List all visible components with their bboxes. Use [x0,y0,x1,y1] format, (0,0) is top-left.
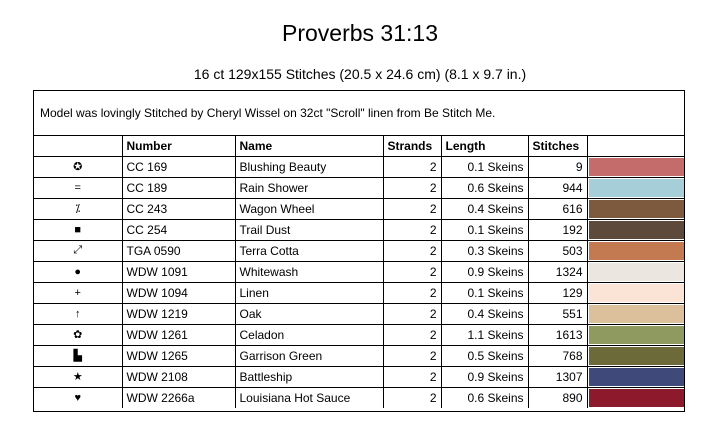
stitches-cell: 944 [528,177,587,198]
name-column-header: Name [235,136,383,156]
thread-name-cell: Blushing Beauty [235,156,383,177]
color-swatch [589,179,685,197]
thread-number-cell: WDW 1265 [122,345,235,366]
color-swatch-cell [587,366,685,387]
page-subtitle: 16 ct 129x155 Stitches (20.5 x 24.6 cm) (8.1 x 9.7 in.) [193,66,527,82]
thread-number-cell: WDW 1261 [122,324,235,345]
stitches-cell: 129 [528,282,587,303]
length-cell: 0.4 Skeins [441,303,528,324]
color-swatch-cell [587,240,685,261]
length-cell: 0.6 Skeins [441,387,528,408]
length-cell: 0.4 Skeins [441,198,528,219]
color-swatch [589,347,685,365]
thread-name-cell: Wagon Wheel [235,198,383,219]
table-header-row [34,136,685,156]
color-swatch-cell [587,303,685,324]
color-swatch-cell [587,177,685,198]
color-swatch-cell [587,198,685,219]
strands-cell: 2 [383,282,441,303]
table-row [34,303,685,324]
strands-cell: 2 [383,156,441,177]
table-row [34,261,685,282]
percent-slash-symbol: ⁒ [34,198,122,219]
color-swatch-cell [587,324,685,345]
table-row [34,240,685,261]
thread-number-cell: WDW 1094 [122,282,235,303]
strands-cell: 2 [383,303,441,324]
length-column-header: Length [441,136,528,156]
table-row [34,387,685,408]
strands-cell: 2 [383,345,441,366]
thread-number-cell: CC 254 [122,219,235,240]
length-cell: 0.1 Skeins [441,219,528,240]
color-swatch [589,221,685,239]
color-swatch [589,284,685,302]
stitches-column-header: Stitches [528,136,587,156]
color-swatch-cell [587,282,685,303]
color-key-table [34,136,685,408]
thread-number-cell: CC 189 [122,177,235,198]
table-row [34,219,685,240]
thread-number-cell: CC 169 [122,156,235,177]
color-swatch [589,389,685,407]
star-symbol: ★ [34,366,122,387]
stitches-cell: 1324 [528,261,587,282]
stitches-cell: 503 [528,240,587,261]
color-swatch [589,242,685,260]
length-cell: 0.1 Skeins [441,282,528,303]
color-swatch-cell [587,387,685,408]
table-row [34,282,685,303]
thread-number-cell: WDW 1219 [122,303,235,324]
number-column-header: Number [122,136,235,156]
thread-name-cell: Oak [235,303,383,324]
length-cell: 0.6 Skeins [441,177,528,198]
stitches-cell: 616 [528,198,587,219]
circle-dot-symbol: ✪ [34,156,122,177]
equals-symbol: = [34,177,122,198]
page-title: Proverbs 31:13 [282,20,438,46]
color-swatch [589,305,685,323]
thread-name-cell: Terra Cotta [235,240,383,261]
color-swatch-cell [587,219,685,240]
strands-cell: 2 [383,387,441,408]
color-swatch [589,368,685,386]
strands-cell: 2 [383,324,441,345]
plus-symbol: + [34,282,122,303]
stitches-cell: 9 [528,156,587,177]
thread-number-cell: CC 243 [122,198,235,219]
ring-symbol: ● [34,261,122,282]
length-cell: 0.9 Skeins [441,366,528,387]
diagonal-arrow-symbol: ⤢ [34,240,122,261]
stitches-cell: 890 [528,387,587,408]
color-swatch [589,326,685,344]
thread-name-cell: Rain Shower [235,177,383,198]
color-column-header [587,136,685,156]
color-swatch-cell [587,261,685,282]
thread-number-cell: TGA 0590 [122,240,235,261]
strands-cell: 2 [383,219,441,240]
thread-number-cell: WDW 2266a [122,387,235,408]
strands-cell: 2 [383,198,441,219]
stitches-cell: 1307 [528,366,587,387]
color-swatch-cell [587,156,685,177]
color-swatch-cell [587,345,685,366]
thread-name-cell: Louisiana Hot Sauce [235,387,383,408]
up-arrow-symbol: ↑ [34,303,122,324]
table-row [34,156,685,177]
strands-cell: 2 [383,177,441,198]
thread-name-cell: Garrison Green [235,345,383,366]
thread-name-cell: Celadon [235,324,383,345]
stitches-cell: 1613 [528,324,587,345]
stitches-cell: 192 [528,219,587,240]
strands-cell: 2 [383,261,441,282]
length-cell: 0.5 Skeins [441,345,528,366]
flower-symbol: ✿ [34,324,122,345]
thread-name-cell: Trail Dust [235,219,383,240]
stitches-cell: 768 [528,345,587,366]
table-row [34,198,685,219]
thread-name-cell: Linen [235,282,383,303]
model-note: Model was lovingly Stitched by Cheryl Wissel on 32ct "Scroll" linen from Be Stitch Me. [34,91,684,136]
length-cell: 0.1 Skeins [441,156,528,177]
strands-cell: 2 [383,240,441,261]
thread-name-cell: Whitewash [235,261,383,282]
strands-column-header: Strands [383,136,441,156]
table-row [34,177,685,198]
thread-name-cell: Battleship [235,366,383,387]
color-swatch [589,158,685,176]
stitches-cell: 551 [528,303,587,324]
table-row [34,324,685,345]
table-row [34,345,685,366]
table-row [34,366,685,387]
symbol-column-header [34,136,122,156]
corner-block-symbol: ▙ [34,345,122,366]
thread-number-cell: WDW 1091 [122,261,235,282]
length-cell: 1.1 Skeins [441,324,528,345]
length-cell: 0.9 Skeins [441,261,528,282]
color-key-panel [33,90,685,412]
square-symbol: ■ [34,219,122,240]
length-cell: 0.3 Skeins [441,240,528,261]
strands-cell: 2 [383,366,441,387]
heart-symbol: ♥ [34,387,122,408]
color-swatch [589,263,685,281]
color-swatch [589,200,685,218]
thread-number-cell: WDW 2108 [122,366,235,387]
